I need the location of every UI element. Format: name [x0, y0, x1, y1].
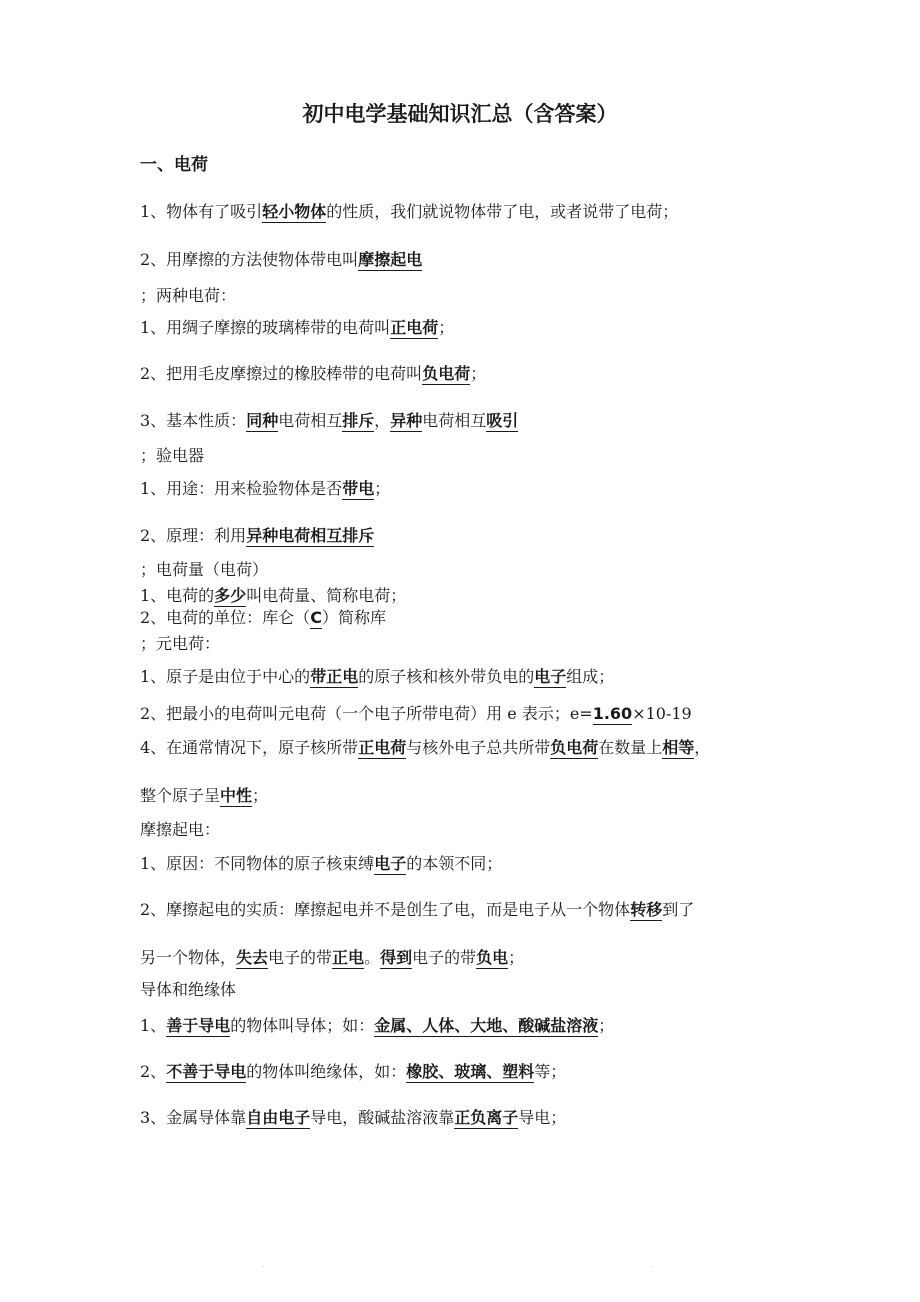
line-text: ）简称库: [321, 608, 386, 627]
answer-text: 善于导电: [166, 1016, 231, 1035]
text-line: [140, 702, 692, 726]
line-text: 1、用绸子摩擦的玻璃棒带的电荷叫: [140, 318, 391, 337]
line-text: 电荷相互: [422, 411, 487, 430]
line-text: 摩擦起电：: [140, 820, 221, 839]
line-text: 导电，酸碱盐溶液靠: [310, 1108, 455, 1127]
text-line: [140, 558, 268, 582]
answer-text: 中性: [220, 786, 253, 805]
line-text: 1、物体有了吸引: [140, 202, 263, 221]
line-text: 。: [364, 948, 381, 967]
line-text: 1、原因：不同物体的原子核束缚: [140, 854, 375, 873]
answer-text: 转移: [630, 900, 663, 919]
text-line: [140, 898, 694, 922]
answer-text: 电子: [534, 667, 567, 686]
line-text: 2、摩擦起电的实质：摩擦起电并不是创生了电，而是电子从一个物体: [140, 900, 631, 919]
line-text: 的原子核和核外带负电的: [358, 667, 535, 686]
line-text: 3、金属导体靠: [140, 1108, 247, 1127]
text-line: [140, 665, 614, 689]
answer-text: 1.60: [592, 704, 633, 723]
line-text: 2、: [140, 1062, 167, 1081]
text-line: [140, 444, 204, 468]
text-line: [140, 284, 236, 308]
line-text: ×10-19: [632, 704, 692, 723]
answer-text: 负电荷: [422, 364, 471, 383]
line-text: 的物体叫绝缘体，如：: [246, 1062, 407, 1081]
answer-text: 正负离子: [454, 1108, 519, 1127]
footer-dot: .: [262, 1262, 264, 1269]
answer-text: C: [310, 608, 322, 627]
text-line: [140, 200, 678, 224]
text-line: [140, 1060, 566, 1084]
line-text: 1、原子是由位于中心的: [140, 667, 311, 686]
text-line: [140, 632, 220, 656]
text-line: [140, 1106, 566, 1130]
answer-text: 异种电荷相互排斥: [246, 526, 375, 545]
answer-text: 带正电: [310, 667, 359, 686]
line-text: 2、把最小的电荷叫元电荷（一个电子所带电荷）用 e 表示；e=: [140, 704, 593, 723]
answer-text: 橡胶、玻璃、塑料: [406, 1062, 535, 1081]
text-line: [140, 1014, 614, 1038]
answer-text: 排斥: [342, 411, 375, 430]
line-text: 2、把用毛皮摩擦过的橡胶棒带的电荷叫: [140, 364, 423, 383]
line-text: 与核外电子总共所带: [406, 738, 551, 757]
line-text: 1、: [140, 1016, 167, 1035]
line-text: ；: [598, 1016, 615, 1035]
line-text: 电荷相互: [278, 411, 343, 430]
line-text: ；: [470, 364, 487, 383]
document-title: 初中电学基础知识汇总（含答案）: [302, 102, 618, 126]
answer-text: 带电: [342, 479, 375, 498]
line-text: 2、原理：利用: [140, 526, 247, 545]
line-text: ；验电器: [140, 446, 205, 465]
line-text: ；: [374, 479, 391, 498]
answer-text: 正电荷: [358, 738, 407, 757]
answer-text: 吸引: [486, 411, 519, 430]
line-text: 1、用途：用来检验物体是否: [140, 479, 343, 498]
answer-text: 金属、人体、大地、酸碱盐溶液: [374, 1016, 599, 1035]
text-line: [140, 978, 236, 1002]
line-text: 的性质，我们就说物体带了电，或者说带了电荷；: [326, 202, 679, 221]
answer-text: 负电: [476, 948, 509, 967]
section-heading: 一、电荷: [140, 155, 208, 175]
line-text: 的物体叫导体；如：: [230, 1016, 375, 1035]
answer-text: 摩擦起电: [358, 250, 423, 269]
line-text: ；两种电荷：: [140, 286, 237, 305]
footer-dot: .: [652, 1262, 654, 1269]
line-text: ；: [508, 948, 525, 967]
text-line: [140, 736, 710, 760]
answer-text: 失去: [236, 948, 269, 967]
answer-text: 异种: [390, 411, 423, 430]
answer-text: 同种: [246, 411, 279, 430]
answer-text: 负电荷: [550, 738, 599, 757]
line-text: 导体和绝缘体: [140, 980, 237, 999]
line-text: 2、用摩擦的方法使物体带电叫: [140, 250, 359, 269]
line-text: 2、电荷的单位：库仑（: [140, 608, 311, 627]
line-text: ；电荷量（电荷）: [140, 560, 269, 579]
answer-text: 自由电子: [246, 1108, 311, 1127]
line-text: ；: [438, 318, 455, 337]
line-text: 等；: [534, 1062, 567, 1081]
answer-text: 多少: [214, 586, 247, 605]
line-text: 整个原子呈: [140, 786, 221, 805]
text-line: [140, 852, 502, 876]
line-text: 导电；: [518, 1108, 567, 1127]
line-text: 在数量上: [598, 738, 663, 757]
answer-text: 正电荷: [390, 318, 439, 337]
line-text: 电子的带: [412, 948, 477, 967]
line-text: 电子的带: [268, 948, 333, 967]
line-text: 另一个物体，: [140, 948, 237, 967]
text-line: [140, 248, 422, 272]
text-line: [140, 584, 406, 608]
text-line: [140, 409, 518, 433]
answer-text: 得到: [380, 948, 413, 967]
text-line: [140, 362, 486, 386]
answer-text: 正电: [332, 948, 365, 967]
answer-text: 相等: [662, 738, 695, 757]
text-line: [140, 946, 524, 970]
line-text: ；元电荷：: [140, 634, 221, 653]
line-text: ，: [374, 411, 391, 430]
text-line: [140, 784, 268, 808]
text-line: [140, 606, 386, 630]
text-line: [140, 818, 220, 842]
answer-text: 电子: [374, 854, 407, 873]
answer-text: 不善于导电: [166, 1062, 247, 1081]
line-text: 组成；: [566, 667, 615, 686]
line-text: 的本领不同；: [406, 854, 503, 873]
text-line: [140, 524, 374, 548]
line-text: ，: [694, 738, 711, 757]
text-line: [140, 316, 454, 340]
line-text: 叫电荷量、简称电荷；: [246, 586, 407, 605]
line-text: 4、在通常情况下，原子核所带: [140, 738, 359, 757]
line-text: 1、电荷的: [140, 586, 215, 605]
line-text: ；: [252, 786, 269, 805]
text-line: [140, 477, 390, 501]
line-text: 到了: [662, 900, 695, 919]
line-text: 3、基本性质：: [140, 411, 247, 430]
answer-text: 轻小物体: [262, 202, 327, 221]
